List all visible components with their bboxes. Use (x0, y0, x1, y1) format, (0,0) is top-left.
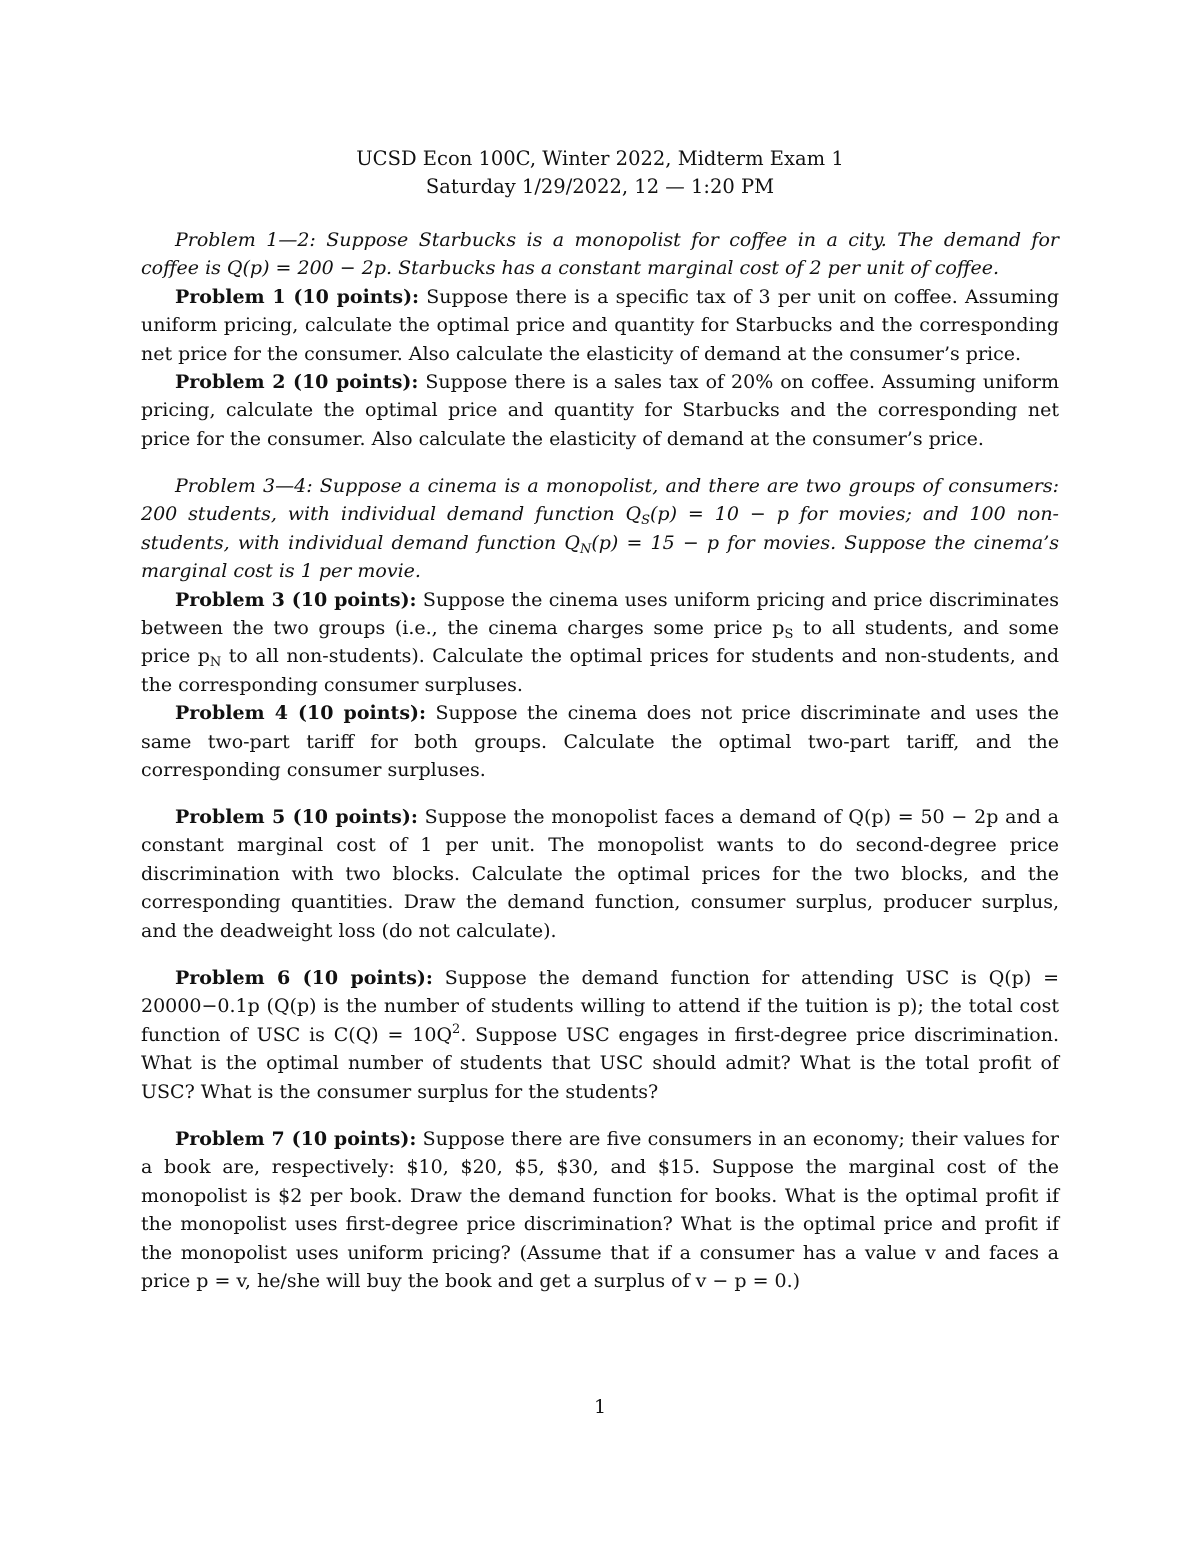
problem-5-text: Suppose the monopolist faces a demand of Q(p) = 50 − 2p and a constant marginal cost of 1 per unit. The monopolist wants to do second-degree price discrimination with two blocks. Calculate the optimal prices for the two blocks, and the corresponding quantities. Draw the demand function, consumer surplus, producer surplus, and the deadweight loss (do not calculate). (141, 806, 1059, 942)
problem-5 (141, 803, 1059, 945)
problem-2-label: Problem 2 (10 points): (175, 371, 419, 394)
subscript-s: S (641, 513, 651, 529)
section-problem-6 (141, 964, 1059, 1106)
problem-3 (141, 586, 1059, 700)
problem-5-label: Problem 5 (10 points): (175, 806, 418, 828)
problem-7-text: Suppose there are five consumers in an economy; their values for a book are, respectively: $10, $20, $5, $30, and $15. Suppose the marginal cost of the monopolist is $2 per book. Draw the demand function for books. What is the optimal profit if the monopolist uses first-degree price discrimination? What is the optimal price and profit if the monopolist uses uniform pricing? (Assume that if a consumer has a value v and faces a price p = v, he/she will buy the book and get a surplus of v − p = 0.) (141, 1128, 1059, 1293)
problem-4 (141, 699, 1059, 784)
section-2-intro-a: Problem 3—4: Suppose a cinema is a monopolist, and there are two groups of consumers: 200 students, with individual demand function Q (141, 475, 1059, 526)
problem-1 (141, 283, 1059, 368)
subscript-s: S (784, 627, 794, 643)
problem-4-label: Problem 4 (10 points): (175, 702, 427, 725)
section-problems-1-2 (141, 226, 1059, 453)
problem-2-text: Suppose there is a sales tax of 20% on coffee. Assuming uniform pricing, calculate the optimal price and quantity for Starbucks and the corresponding net price for the consumer. Also calculate the elasticity of demand at the consumer’s price. (141, 371, 1059, 450)
problem-3-text-b: to all students, and some price p (141, 617, 1060, 668)
problem-3-label: Problem 3 (10 points): (175, 588, 417, 611)
title-line-2: Saturday 1/29/2022, 12 — 1:20 PM (425, 175, 775, 199)
problem-1-label: Problem 1 (10 points): (175, 285, 420, 308)
title-line-1: UCSD Econ 100C, Winter 2022, Midterm Exam 1 (356, 147, 844, 170)
problem-4-text: Suppose the cinema does not price discriminate and uses the same two-part tariff for both groups. Calculate the optimal two-part tariff, and the corresponding consumer surpluses. (141, 702, 1059, 782)
page-number: 1 (593, 1396, 607, 1418)
problem-1-text: Suppose there is a specific tax of 3 per unit on coffee. Assuming uniform pricing, calculate the optimal price and quantity for Starbucks and the corresponding net price for the consumer. Also calculate the elasticity of demand at the consumer’s price. (141, 285, 1059, 365)
problem-6-label: Problem 6 (10 points): (175, 967, 433, 989)
section-problem-5 (141, 803, 1059, 945)
exam-title (0, 145, 1200, 202)
section-1-intro: Problem 1—2: Suppose Starbucks is a monopolist for coffee in a city. The demand for coffee is Q(p) = 200 − 2p. Starbucks has a constant marginal cost of 2 per unit of coffee. (141, 229, 1059, 280)
section-2-intro-c: (p) = 15 − p for movies. Suppose the cinema’s marginal cost is 1 per movie. (141, 531, 1060, 583)
subscript-n: N (579, 541, 592, 557)
section-2-intro (141, 472, 1059, 586)
superscript-2: 2 (452, 1021, 461, 1037)
problem-2 (141, 368, 1059, 453)
problem-6-text-b: . Suppose USC engages in first-degree price discrimination. What is the optimal number of students that USC should admit? What is the total profit of USC? What is the consumer surplus for the students? (141, 1023, 1060, 1103)
problem-6-text-a: Suppose the demand function for attending USC is Q(p) = 20000−0.1p (Q(p) is the number of students willing to attend if the tuition is p); the total cost function of USC is C(Q) = 10Q (141, 967, 1059, 1046)
problem-7-label: Problem 7 (10 points): (175, 1128, 417, 1150)
problem-3-text-a: Suppose the cinema uses uniform pricing and price discriminates between the two groups (i.e., the cinema charges some price p (141, 588, 1059, 640)
section-2-intro-b: (p) = 10 − p for movies; and 100 non-students, with individual demand function Q (141, 503, 1059, 554)
section-problems-3-4 (141, 472, 1059, 784)
problem-3-text-c: to all non-students). Calculate the optimal prices for students and non-students, and the corresponding consumer surpluses. (141, 645, 1059, 696)
subscript-n: N (209, 655, 222, 671)
problem-7 (141, 1125, 1059, 1295)
section-problem-7 (141, 1125, 1059, 1295)
problem-6 (141, 964, 1059, 1106)
